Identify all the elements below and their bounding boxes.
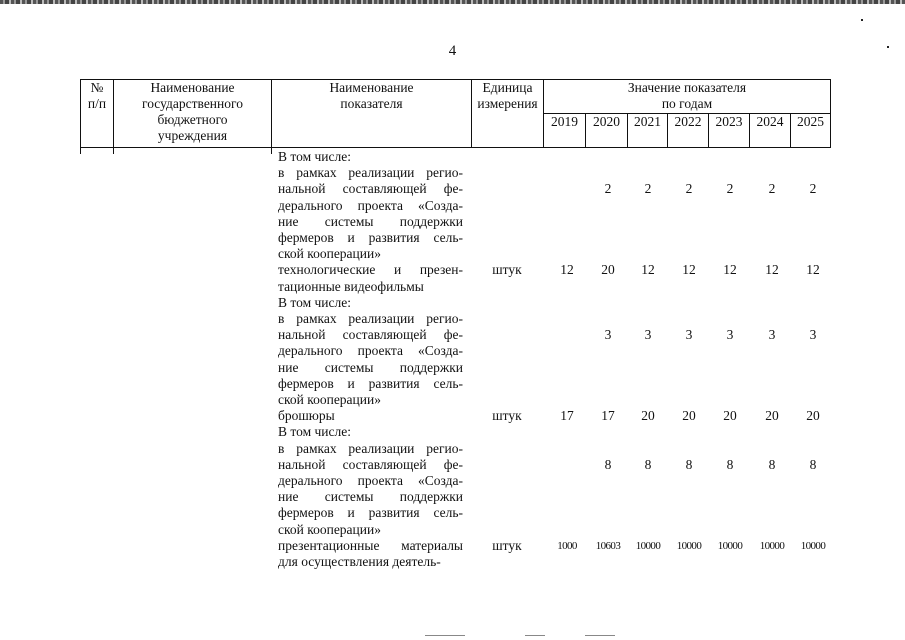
value-cell: 12 — [765, 262, 779, 278]
header-year: 2019 — [544, 114, 586, 148]
indicator-line: дерального проекта «Созда- — [278, 343, 463, 359]
indicator-line: ние системы поддержки — [278, 359, 463, 375]
value-cell: 20 — [723, 408, 737, 424]
value-cell: 17 — [560, 408, 574, 424]
indicator-text — [278, 441, 463, 538]
value-cell: 10000 — [676, 539, 702, 552]
indicator-text — [278, 538, 463, 570]
value-cell: 12 — [806, 262, 820, 278]
indicator-line: в рамках реализации регио- — [278, 311, 463, 326]
value-cell: 2 — [809, 181, 817, 197]
indicator-text — [278, 149, 463, 165]
value-cell: 8 — [726, 456, 734, 472]
header-year: 2024 — [750, 114, 791, 148]
value-cell: 12 — [723, 262, 737, 278]
indicator-line: в рамках реализации регио- — [278, 440, 463, 456]
indicator-line: дерального проекта «Созда- — [278, 473, 463, 488]
indicator-line: тационные видеофильмы — [278, 278, 424, 294]
unit-cell: штук — [492, 408, 522, 424]
value-cell: 10000 — [800, 539, 826, 552]
value-cell: 8 — [644, 456, 652, 472]
indicator-text — [278, 424, 463, 440]
value-cell: 8 — [604, 456, 612, 472]
indicator-line: брошюры — [278, 408, 335, 424]
header-year: 2021 — [628, 114, 668, 148]
indicator-line: фермеров и развития сель- — [278, 375, 463, 391]
value-cell: 2 — [726, 181, 734, 197]
value-cell: 12 — [560, 262, 574, 278]
value-cell: 2 — [768, 181, 776, 197]
indicator-line: фермеров и развития сель- — [278, 230, 463, 245]
indicator-line: для осуществления деятель- — [278, 554, 441, 569]
indicator-text — [278, 165, 463, 262]
header-year: 2025 — [791, 114, 831, 148]
value-cell: 2 — [644, 181, 652, 197]
value-cell: 3 — [809, 327, 817, 343]
indicator-line: В том числе: — [278, 149, 351, 164]
scan-speck — [861, 19, 863, 21]
indicator-line: ние системы поддержки — [278, 213, 463, 229]
value-cell: 20 — [765, 408, 779, 424]
value-cell: 3 — [726, 327, 734, 343]
header-num: № п/п — [81, 80, 114, 148]
value-cell: 3 — [644, 327, 652, 343]
indicator-line: дерального проекта «Созда- — [278, 197, 463, 213]
indicator-line: ской кооперации» — [278, 246, 381, 262]
column-line — [113, 148, 114, 154]
page-number: 4 — [448, 43, 457, 59]
indicator-line: фермеров и развития сель- — [278, 505, 463, 521]
value-cell: 8 — [768, 456, 776, 472]
indicator-text — [278, 408, 463, 424]
indicator-line: нальной составляющей фе- — [278, 327, 463, 343]
indicator-text — [278, 311, 463, 408]
value-cell: 3 — [768, 327, 776, 343]
indicator-line: нальной составляющей фе- — [278, 181, 463, 197]
indicator-line: нальной составляющей фе- — [278, 456, 463, 472]
scan-bottom-mark — [585, 635, 615, 636]
scan-top-edge — [0, 0, 905, 4]
header-unit: Единица измерения — [472, 80, 544, 148]
value-cell: 1000 — [557, 539, 577, 552]
header-year: 2022 — [668, 114, 709, 148]
value-cell: 2 — [604, 181, 612, 197]
header-indicator: Наименование показателя — [272, 80, 472, 148]
indicator-line: в рамках реализации регио- — [278, 165, 463, 181]
indicator-line: В том числе: — [278, 424, 351, 440]
value-cell: 10000 — [635, 539, 661, 552]
value-cell: 10000 — [717, 539, 743, 552]
value-cell: 3 — [604, 327, 612, 343]
indicator-line: презентационные материалы — [278, 537, 463, 553]
column-line — [80, 148, 81, 154]
header-institution: Наименование государственного бюджетного учреждения — [114, 80, 272, 148]
column-line — [271, 148, 272, 154]
value-cell: 2 — [685, 181, 693, 197]
unit-cell: штук — [492, 537, 522, 553]
value-cell: 17 — [601, 408, 615, 424]
indicator-text — [278, 295, 463, 311]
indicator-line: ской кооперации» — [278, 392, 381, 408]
value-cell: 3 — [685, 327, 693, 343]
value-cell: 20 — [601, 262, 615, 278]
value-cell: 20 — [806, 408, 820, 424]
value-cell: 8 — [685, 456, 693, 472]
scan-bottom-mark — [525, 635, 545, 636]
table-header — [80, 79, 831, 148]
scan-bottom-mark — [425, 635, 465, 636]
header-year: 2023 — [709, 114, 750, 148]
indicator-line: технологические и презен- — [278, 262, 463, 278]
value-cell: 20 — [682, 408, 696, 424]
value-cell: 10603 — [595, 539, 621, 552]
value-cell: 10000 — [759, 539, 785, 552]
indicator-line: ние системы поддержки — [278, 489, 463, 505]
value-cell: 8 — [809, 456, 817, 472]
header-values: Значение показателя по годам — [544, 80, 831, 114]
unit-cell: штук — [492, 262, 522, 278]
value-cell: 12 — [682, 262, 696, 278]
indicator-text — [278, 262, 463, 294]
value-cell: 20 — [641, 408, 655, 424]
indicator-line: ской кооперации» — [278, 521, 381, 537]
indicator-line: В том числе: — [278, 294, 351, 310]
value-cell: 12 — [641, 262, 655, 278]
header-year: 2020 — [586, 114, 628, 148]
